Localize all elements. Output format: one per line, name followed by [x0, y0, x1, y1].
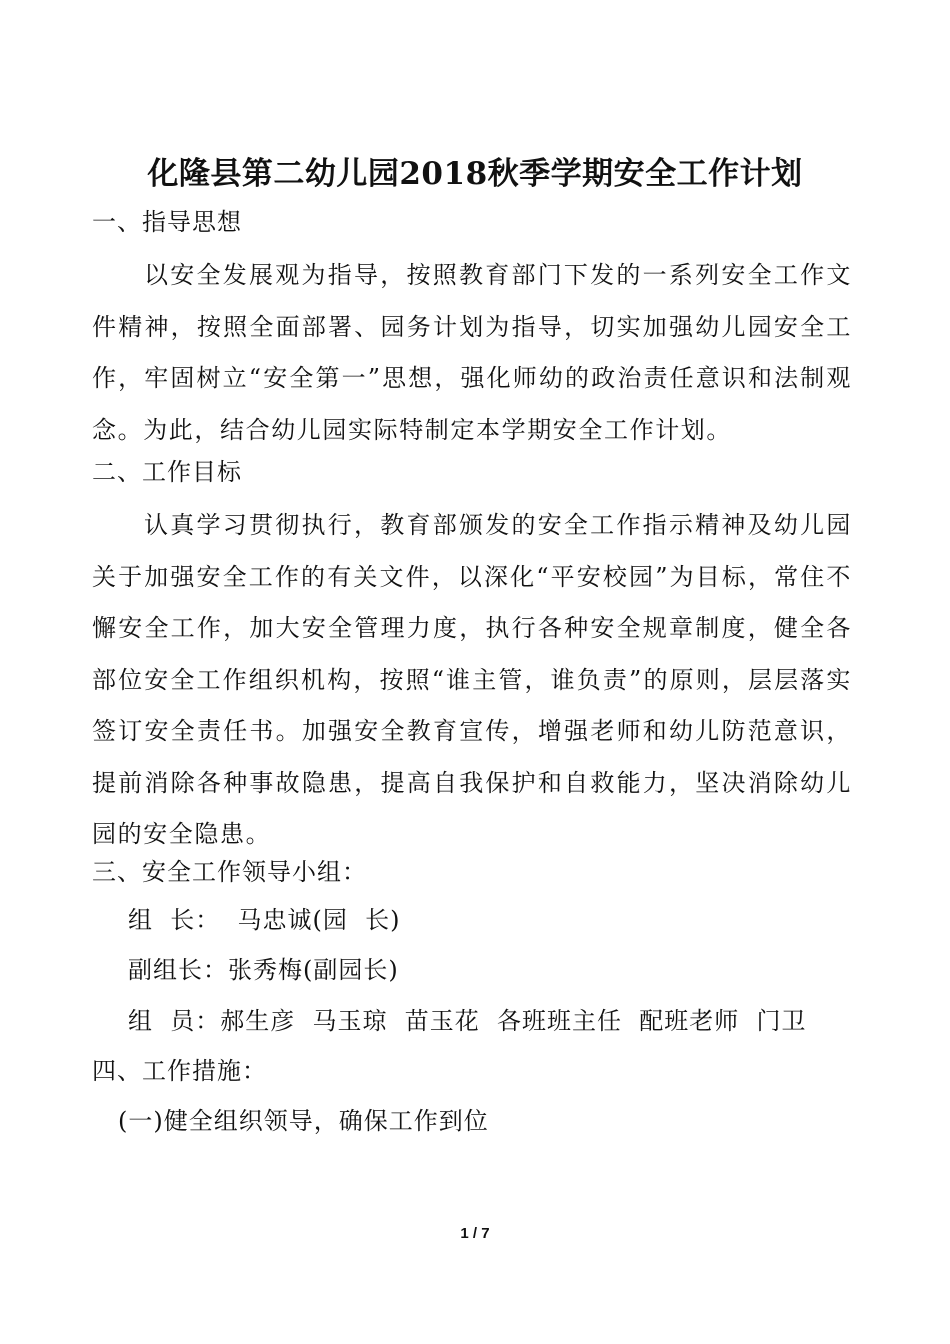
leadership-deputy-line: 副组长：张秀梅(副园长) — [128, 956, 399, 984]
section-heading-guiding-ideology: 一、指导思想 — [92, 208, 242, 236]
leadership-members-line: 组 员：郝生彦 马玉琼 苗玉花 各班班主任 配班老师 门卫 — [128, 1007, 807, 1035]
section-heading-work-measures: 四、工作措施： — [92, 1057, 267, 1085]
leadership-leader-line: 组 长： 马忠诚(园 长) — [128, 906, 401, 934]
section-heading-work-goals: 二、工作目标 — [92, 458, 242, 486]
page-number-indicator: 1 / 7 — [460, 1225, 490, 1242]
document-title: 化隆县第二幼儿园2018秋季学期安全工作计划 — [147, 156, 803, 192]
section-heading-leadership-group: 三、安全工作领导小组： — [92, 858, 367, 886]
paragraph-guiding-ideology: 以安全发展观为指导，按照教育部门下发的一系列安全工作文件精神，按照全面部署、园务计划为指导，切实加强幼儿园安全工作，牢固树立“安全第一”思想，强化师幼的政治责任意识和法制观念。为此，结合幼儿园实际特制定本学期安全工作计划。 — [92, 261, 852, 444]
work-measure-item-1: (一)健全组织领导，确保工作到位 — [118, 1107, 489, 1135]
paragraph-work-goals: 认真学习贯彻执行，教育部颁发的安全工作指示精神及幼儿园关于加强安全工作的有关文件，以深化“平安校园”为目标，常住不懈安全工作，加大安全管理力度，执行各种安全规章制度，健全各部位安全工作组织机构，按照“谁主管，谁负责”的原则，层层落实签订安全责任书。加强安全教育宣传，增强老师和幼儿防范意识，提前消除各种事故隐患，提高自我保护和自救能力，坚决消除幼儿园的安全隐患。 — [92, 511, 852, 848]
